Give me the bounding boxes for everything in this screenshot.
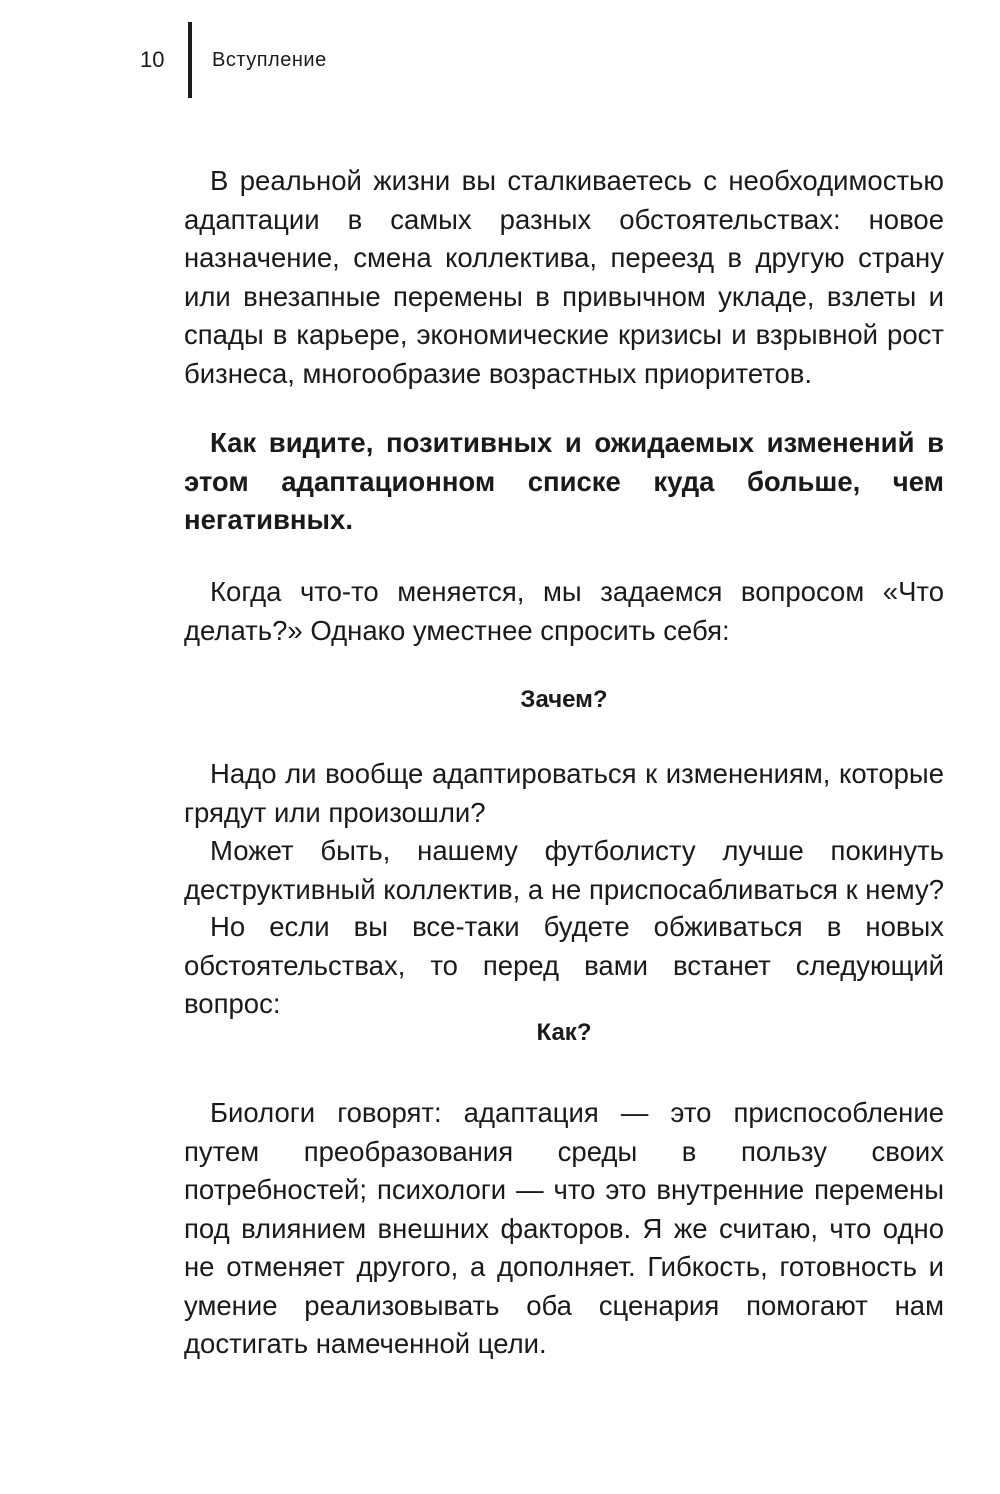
paragraph-next-question: Но если вы все-таки будете обживаться в новых обстоятельствах, то перед вами встанет следующий вопрос: bbox=[184, 911, 944, 1019]
paragraph-positive-changes: Как видите, позитивных и ожидаемых изменений в этом адаптационном списке куда больше, чем негативных. bbox=[184, 427, 944, 535]
heading-why: Зачем? bbox=[520, 686, 608, 713]
paragraph-what-to-do: Когда что-то меняется, мы задаемся вопросом «Что делать?» Однако уместнее спросить себя: bbox=[184, 576, 944, 646]
paragraph-biologists-psychologists: Биологи говорят: адаптация — это приспособление путем преобразования среды в пользу своих потребностей; психологи — что это внутренние перемены под влиянием внешних факторов. Я же считаю, что одно не отменяет другого, а дополняет. Гибкость, готовность и умение реализовывать оба сценария помогают нам достигать намеченной цели. bbox=[184, 1097, 944, 1359]
paragraph-need-to-adapt: Надо ли вообще адаптироваться к изменениям, которые грядут или произошли? bbox=[184, 758, 944, 828]
page-header bbox=[140, 22, 327, 98]
paragraph-footballer: Может быть, нашему футболисту лучше покинуть деструктивный коллектив, а не приспосабливаться к нему? bbox=[184, 835, 944, 905]
paragraph-adaptation-circumstances: В реальной жизни вы сталкиваетесь с необходимостью адаптации в самых разных обстоятельствах: новое назначение, смена коллектива, переезд в другую страну или внезапные перемены в привычном укладе, взлеты и спады в карьере, экономические кризисы и взрывной рост бизнеса, многообразие возрастных приоритетов. bbox=[184, 165, 944, 389]
chapter-title: Вступление bbox=[212, 48, 327, 71]
heading-how: Как? bbox=[536, 1019, 592, 1046]
header-divider bbox=[188, 22, 192, 98]
page-number: 10 bbox=[140, 47, 165, 72]
